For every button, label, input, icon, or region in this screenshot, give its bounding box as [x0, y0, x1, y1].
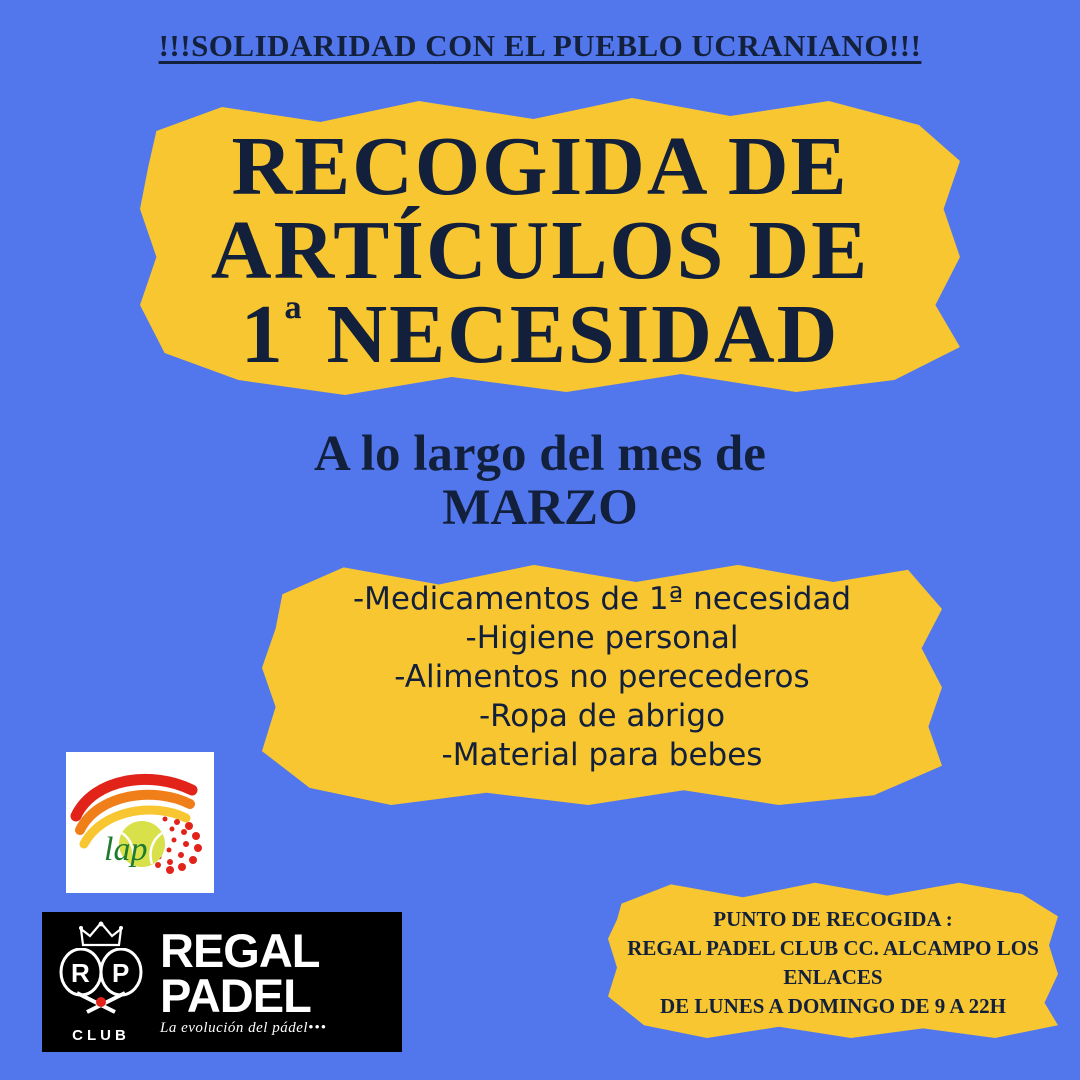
pickup-line-3: ENLACES	[783, 965, 883, 989]
crossed-rackets-icon	[53, 948, 149, 1014]
svg-text:R: R	[71, 958, 90, 988]
headline-line-2: ARTÍCULOS DE	[210, 204, 870, 297]
headline-line-3	[0, 288, 1080, 381]
subtitle-line-1: A lo largo del mes de	[314, 426, 766, 482]
headline-ordinal: ª	[284, 291, 304, 353]
svg-text:P: P	[112, 958, 130, 988]
subtitle-line-2: MARZO	[442, 479, 638, 536]
donation-items-list	[262, 580, 942, 775]
pickup-line-4: DE LUNES A DOMINGO DE 9 A 22H	[660, 994, 1006, 1018]
regal-padel-wordmark	[160, 923, 402, 1037]
regal-title-line-2: PADEL	[160, 968, 311, 1022]
list-item: -Higiene personal	[465, 620, 739, 656]
list-item: -Alimentos no perecederos	[394, 659, 810, 695]
headline-line-3-rest: NECESIDAD	[303, 288, 840, 381]
pickup-point-info	[608, 905, 1058, 1021]
subtitle	[0, 428, 1080, 535]
pickup-line-1: PUNTO DE RECOGIDA :	[713, 907, 953, 931]
lap-logo-letters: lap	[104, 831, 148, 868]
lap-logo	[66, 752, 214, 893]
list-item: -Ropa de abrigo	[478, 698, 726, 734]
club-label: CLUB	[72, 1027, 130, 1044]
page-title	[0, 120, 1080, 381]
solidarity-banner: !!!SOLIDARIDAD CON EL PUEBLO UCRANIANO!!!	[158, 28, 922, 63]
crown-icon	[79, 921, 123, 947]
regal-title-line-1: REGAL	[160, 923, 320, 977]
headline-line-1: RECOGIDA DE	[231, 120, 849, 213]
regal-padel-logo	[42, 912, 402, 1052]
regal-tagline-text: La evolución del pádel	[160, 1019, 309, 1036]
regal-padel-emblem	[42, 912, 160, 1052]
regal-tagline	[160, 1020, 396, 1037]
list-item: -Medicamentos de 1ª necesidad	[352, 581, 852, 617]
list-item: -Material para bebes	[441, 737, 763, 773]
lap-logo-graphic	[66, 752, 214, 893]
regal-tagline-dots: •••	[308, 1019, 327, 1036]
headline-number: 1	[240, 288, 285, 381]
pickup-line-2: REGAL PADEL CLUB CC. ALCAMPO LOS	[627, 936, 1039, 960]
